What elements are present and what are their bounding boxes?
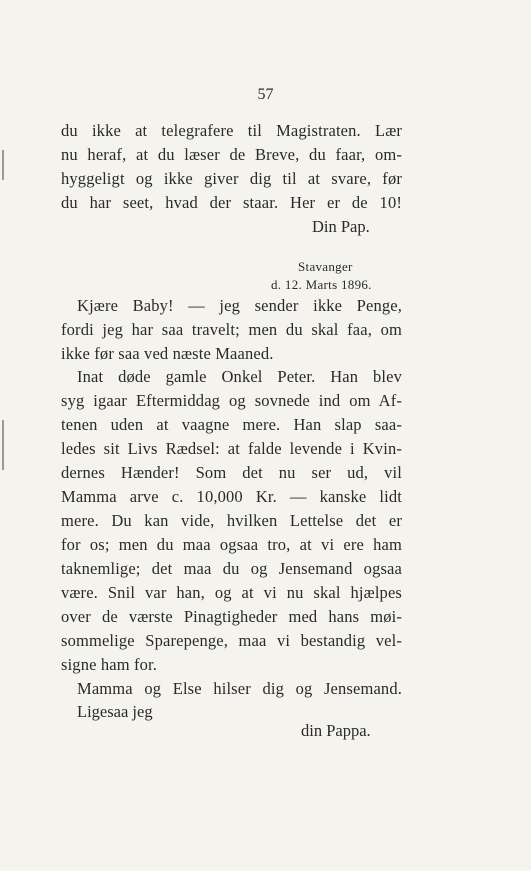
page-number: 57 <box>257 86 274 103</box>
text-line: ledes sit Livs Rædsel: at falde levende i Kvin- <box>61 439 402 458</box>
text-line: ikke før saa ved næste Maaned. <box>61 344 274 363</box>
text-line: være. Snil var han, og at vi nu skal hjælpes <box>61 583 402 602</box>
text-line: Mamma og Else hilser dig og Jensemand. <box>77 679 402 698</box>
page-edge-mark <box>2 420 4 470</box>
text-line: Kjære Baby! — jeg sender ikke Penge, <box>77 296 402 315</box>
signature: Din Pap. <box>312 217 370 236</box>
text-line: syg igaar Eftermiddag og sovnede ind om Af- <box>61 391 402 410</box>
text-line: du har seet, hvad der staar. Her er de 10! <box>61 193 402 212</box>
text-line: fordi jeg har saa travelt; men du skal faa, om <box>61 320 402 339</box>
text-line: for os; men du maa ogsaa tro, at vi ere ham <box>61 535 402 554</box>
text-line: du ikke at telegrafere til Magistraten. Lær <box>61 121 402 140</box>
text-line: Inat døde gamle Onkel Peter. Han blev <box>77 367 402 386</box>
text-line: sommelige Sparepenge, maa vi bestandig vel- <box>61 631 402 650</box>
text-line: signe ham for. <box>61 655 158 674</box>
closing-text: Ligesaa jeg <box>77 702 153 721</box>
text-line: Mamma arve c. 10,000 Kr. — kanske lidt <box>61 487 402 506</box>
text-line: nu heraf, at du læser de Breve, du faar, om- <box>61 145 402 164</box>
text-line: tenen uden at vaagne mere. Han slap saa- <box>61 415 402 434</box>
text-line: mere. Du kan vide, hvilken Lettelse det er <box>61 511 402 530</box>
text-line: dernes Hænder! Som det nu ser ud, vil <box>61 463 402 482</box>
letter-place: Stavanger <box>298 259 353 274</box>
letter-date: d. 12. Marts 1896. <box>271 277 372 292</box>
page-edge-mark <box>2 150 4 180</box>
text-line: over de værste Pinagtigheder med hans møi- <box>61 607 402 626</box>
signature: din Pappa. <box>301 721 371 740</box>
text-line: hyggeligt og ikke giver dig til at svare, før <box>61 169 402 188</box>
text-line: taknemlige; det maa du og Jensemand ogsaa <box>61 559 402 578</box>
